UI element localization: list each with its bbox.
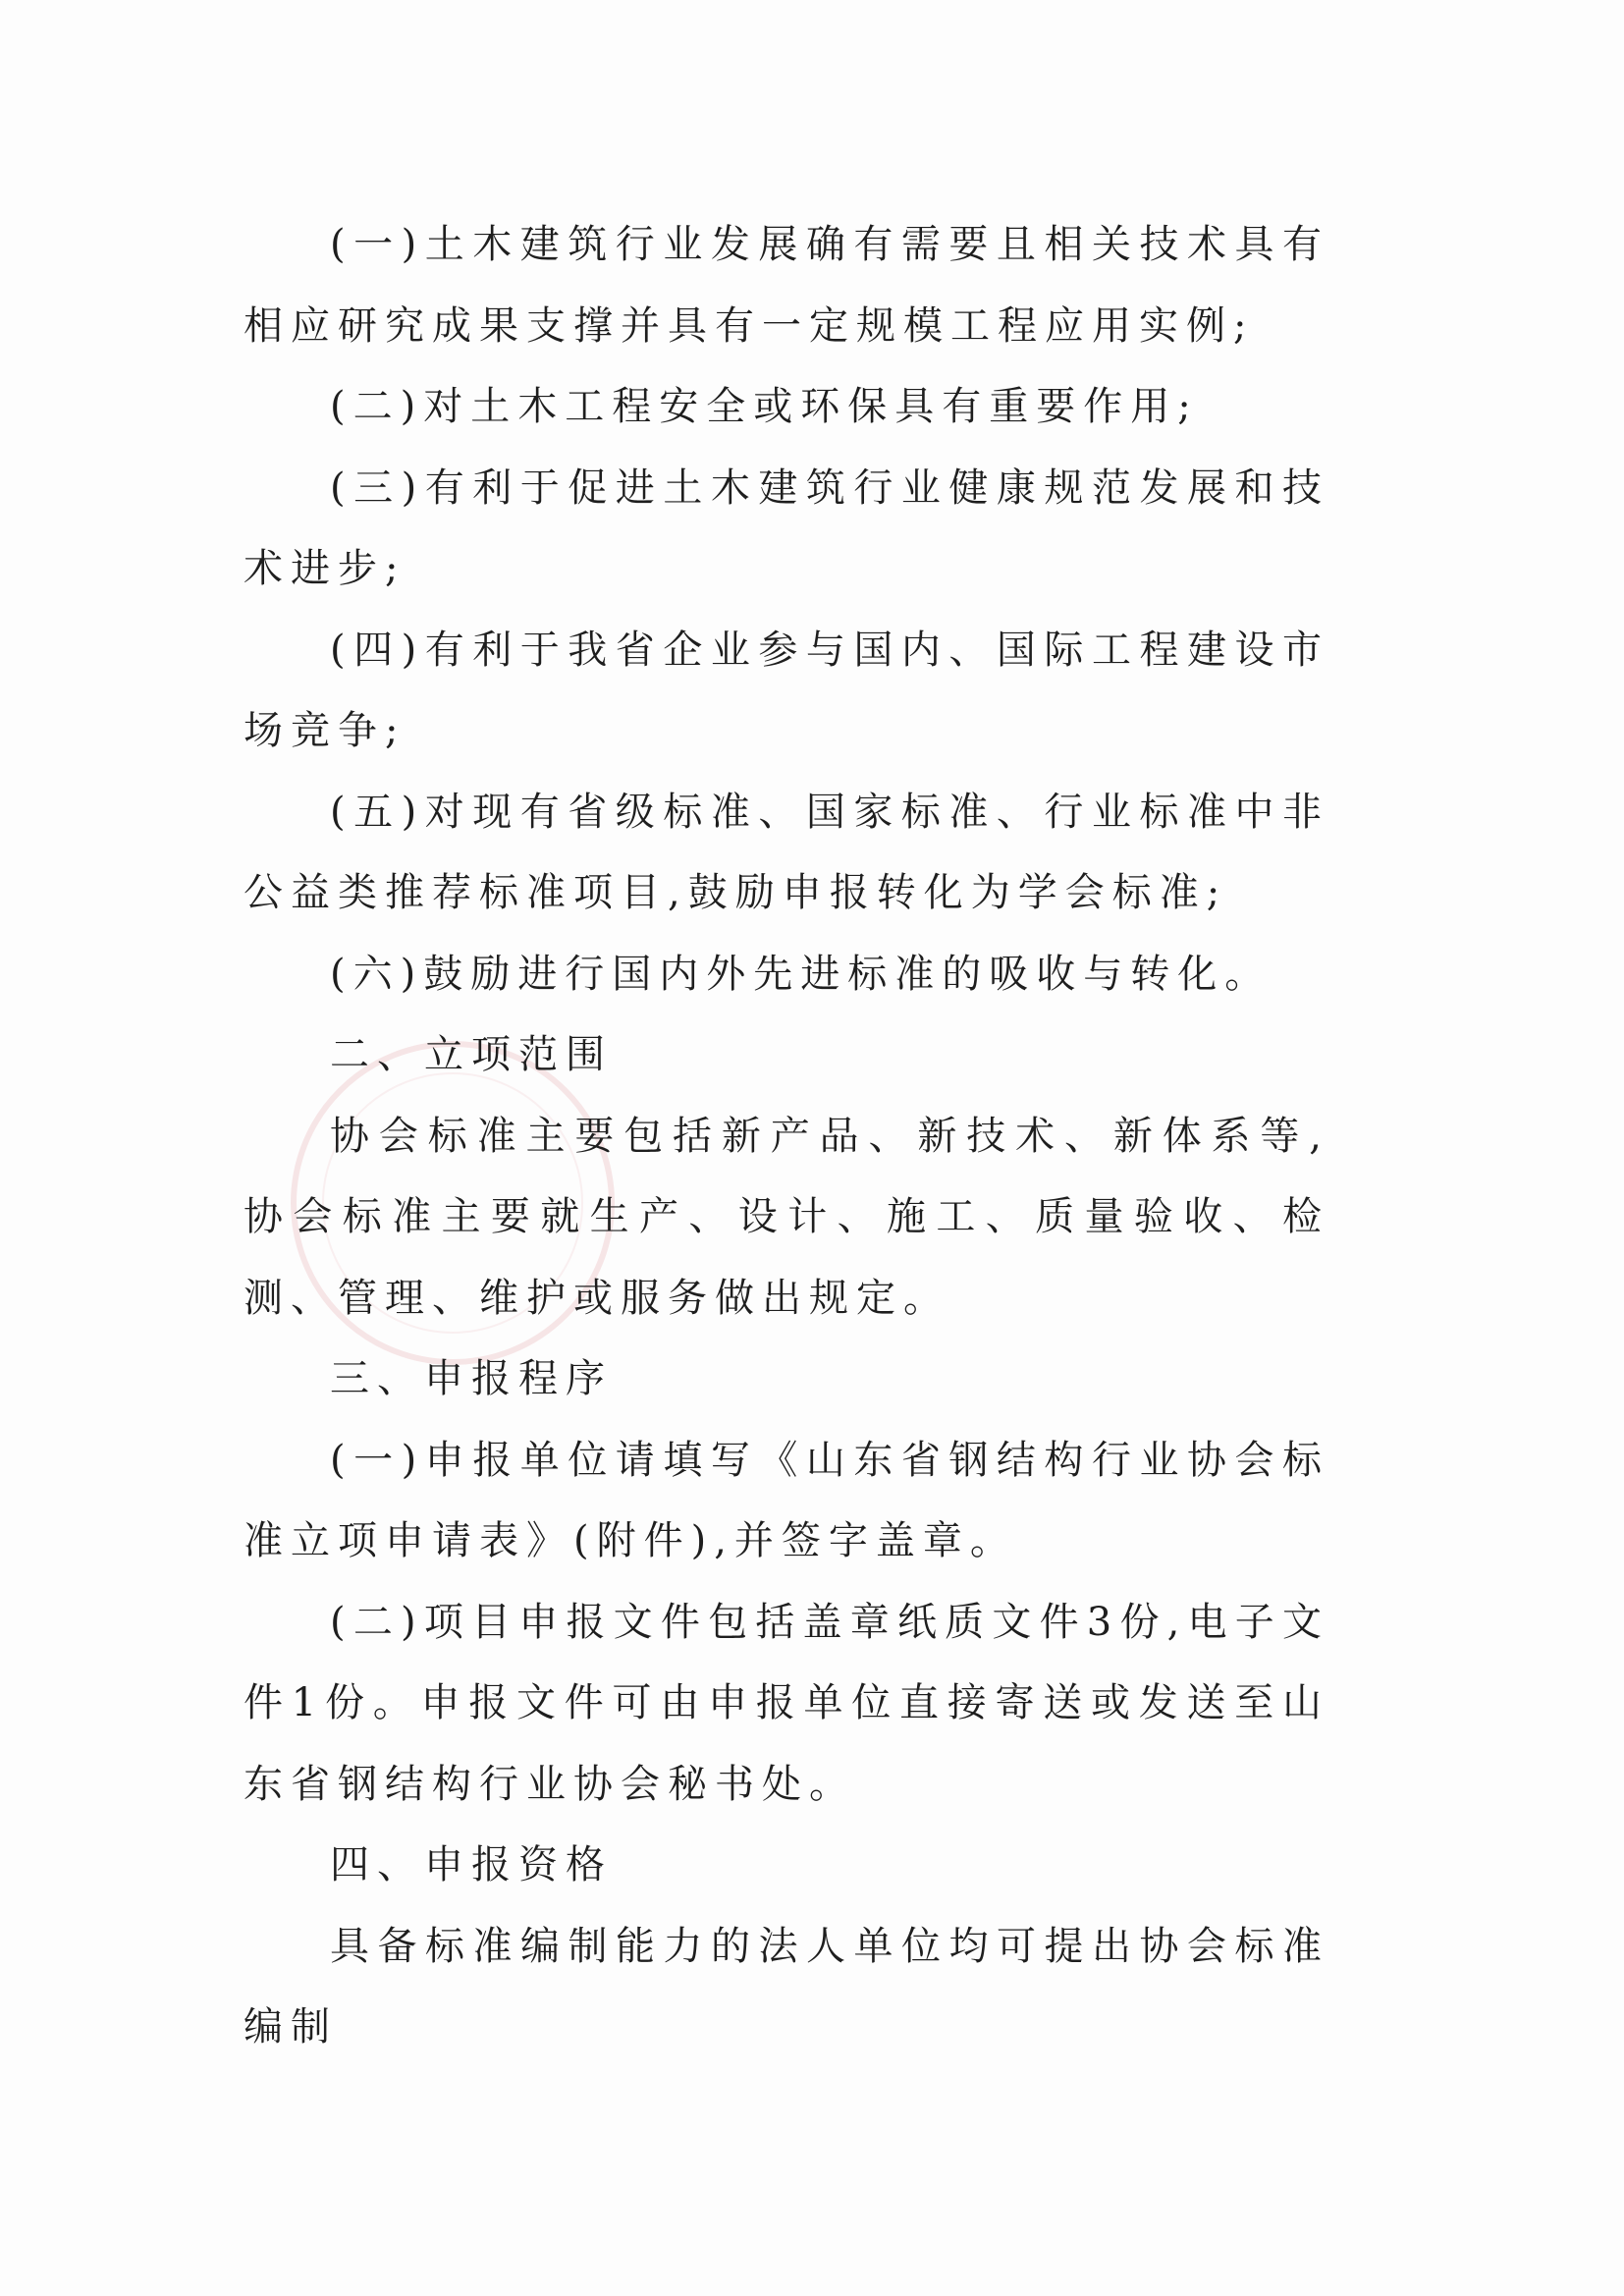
criteria-item-1: (一)土木建筑行业发展确有需要且相关技术具有相应研究成果支撑并具有一定规模工程应用实例; xyxy=(244,222,1329,349)
criteria-item-6: (六)鼓励进行国内外先进标准的吸收与转化。 xyxy=(330,951,1272,997)
document-body xyxy=(244,204,1329,2068)
section-heading-scope: 二、立项范围 xyxy=(330,1032,613,1077)
criteria-item-5: (五)对现有省级标准、国家标准、行业标准中非公益类推荐标准项目,鼓励申报转化为学会标准; xyxy=(244,789,1329,915)
section-heading-eligibility: 四、申报资格 xyxy=(330,1842,613,1887)
procedure-item-2: (二)项目申报文件包括盖章纸质文件3份,电子文件1份。申报文件可由申报单位直接寄送或发送至山东省钢结构行业协会秘书处。 xyxy=(244,1599,1329,1807)
criteria-item-2: (二)对土木工程安全或环保具有重要作用; xyxy=(330,384,1199,429)
section-heading-procedure: 三、申报程序 xyxy=(330,1356,613,1401)
procedure-item-1: (一)申报单位请填写《山东省钢结构行业协会标准立项申请表》(附件),并签字盖章。 xyxy=(244,1437,1329,1563)
eligibility-paragraph: 具备标准编制能力的法人单位均可提出协会标准编制 xyxy=(244,1923,1329,2050)
scope-paragraph: 协会标准主要包括新产品、新技术、新体系等,协会标准主要就生产、设计、施工、质量验收、检测、管理、维护或服务做出规定。 xyxy=(244,1113,1329,1321)
criteria-item-3: (三)有利于促进土木建筑行业健康规范发展和技术进步; xyxy=(244,465,1329,591)
criteria-item-4: (四)有利于我省企业参与国内、国际工程建设市场竞争; xyxy=(244,627,1329,753)
